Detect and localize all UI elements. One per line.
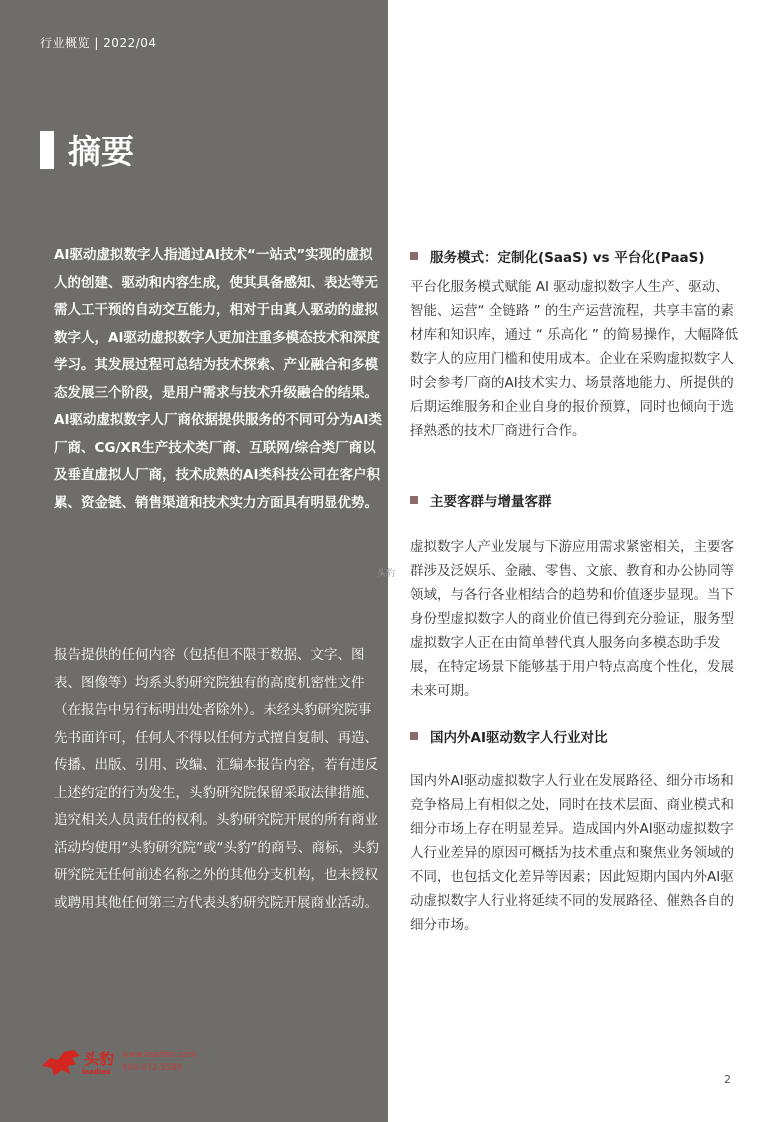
section-heading-text: 主要客群与增量客群: [430, 494, 552, 510]
section-heading-service-model: [410, 246, 705, 266]
logo-website: www.leadleo.com: [122, 1050, 197, 1060]
section-body-comparison: 国内外AI驱动虚拟数字人行业在发展路径、细分市场和竞争格局上有相似之处，同时在技术层面、商业模式和细分市场上存在明显差异。造成国内外AI驱动虚拟数字人行业差异的原因可概括为技术重点和聚焦业务领域的不同，也包括文化差异等因素；因此短期内国内外AI驱动虚拟数字人行业将延续不同的发展路径、催熟各自的细分市场。: [410, 773, 734, 933]
page-title: [40, 126, 134, 173]
leadleo-logo: [40, 1046, 197, 1078]
section-heading-customers: [410, 490, 552, 510]
watermark: 头豹: [377, 569, 396, 579]
section-body-customers: 虚拟数字人产业发展与下游应用需求紧密相关，主要客群涉及泛娱乐、金融、零售、文旅、教育和办公协同等领域，与各行各业相结合的趋势和价值逐步显现。当下身份型虚拟数字人的商业价值已得到充分验证，服务型虚拟数字人正在由简单替代真人服务向多模态助手发展，在特定场景下能够基于用户特点高度个性化，发展未来可期。: [410, 539, 734, 699]
section-heading-text: 服务模式：定制化(SaaS) vs 平台化(PaaS): [430, 250, 705, 266]
section-heading-text: 国内外AI驱动数字人行业对比: [430, 730, 608, 746]
title-text: 摘要: [68, 132, 134, 171]
title-bar: [40, 131, 54, 169]
square-bullet-icon: [410, 732, 418, 740]
logo-contact: [122, 1049, 196, 1075]
logo-name-en: leadleo: [82, 1067, 111, 1076]
header-label: 行业概览 | 2022/04: [40, 36, 157, 50]
section-heading-comparison: [410, 726, 607, 746]
logo-name-cn: 头豹: [84, 1049, 115, 1068]
page-number: 2: [724, 1073, 731, 1086]
summary-paragraph: AI驱动虚拟数字人指通过AI技术“一站式”实现的虚拟人的创建、驱动和内容生成，使其具备感知、表达等无需人工干预的自动交互能力，相对于由真人驱动的虚拟数字人，AI驱动虚拟数字人更加注重多模态技术和深度学习。其发展过程可总结为技术探索、产业融合和多模态发展三个阶段，是用户需求与技术升级融合的结果。AI驱动虚拟数字人厂商依据提供服务的不同可分为AI类厂商、CG/XR生产技术类厂商、互联网/综合类厂商以及垂直虚拟人厂商，技术成熟的AI类科技公司在客户积累、资金链、销售渠道和技术实力方面具有明显优势。: [54, 247, 382, 511]
disclaimer-paragraph: 报告提供的任何内容（包括但不限于数据、文字、图表、图像等）均系头豹研究院独有的高度机密性文件（在报告中另行标明出处者除外）。未经头豹研究院事先书面许可，任何人不得以任何方式擅自复制、再造、传播、出版、引用、改编、汇编本报告内容，若有违反上述约定的行为发生，头豹研究院保留采取法律措施、追究相关人员责任的权利。头豹研究院开展的所有商业活动均使用“头豹研究院”或“头豹”的商号、商标，头豹研究院无任何前述名称之外的其他分支机构，也未授权或聘用其他任何第三方代表头豹研究院开展商业活动。: [54, 647, 379, 911]
square-bullet-icon: [410, 252, 418, 260]
square-bullet-icon: [410, 496, 418, 504]
section-body-service-model: 平台化服务模式赋能 AI 驱动虚拟数字人生产、驱动、智能、运营“ 全链路 ” 的生产运营流程，共享丰富的素材库和知识库，通过 “ 乐高化 ” 的简易操作，大幅降低数字人的应用门槛和使用成本。企业在采购虚拟数字人时会参考厂商的AI技术实力、场景落地能力、所提供的后期运维服务和企业自身的报价预算，同时也倾向于选择熟悉的技术厂商进行合作。: [410, 279, 739, 439]
leopard-logo-icon: [40, 1046, 82, 1078]
logo-phone: 400-072-5588: [122, 1063, 183, 1073]
